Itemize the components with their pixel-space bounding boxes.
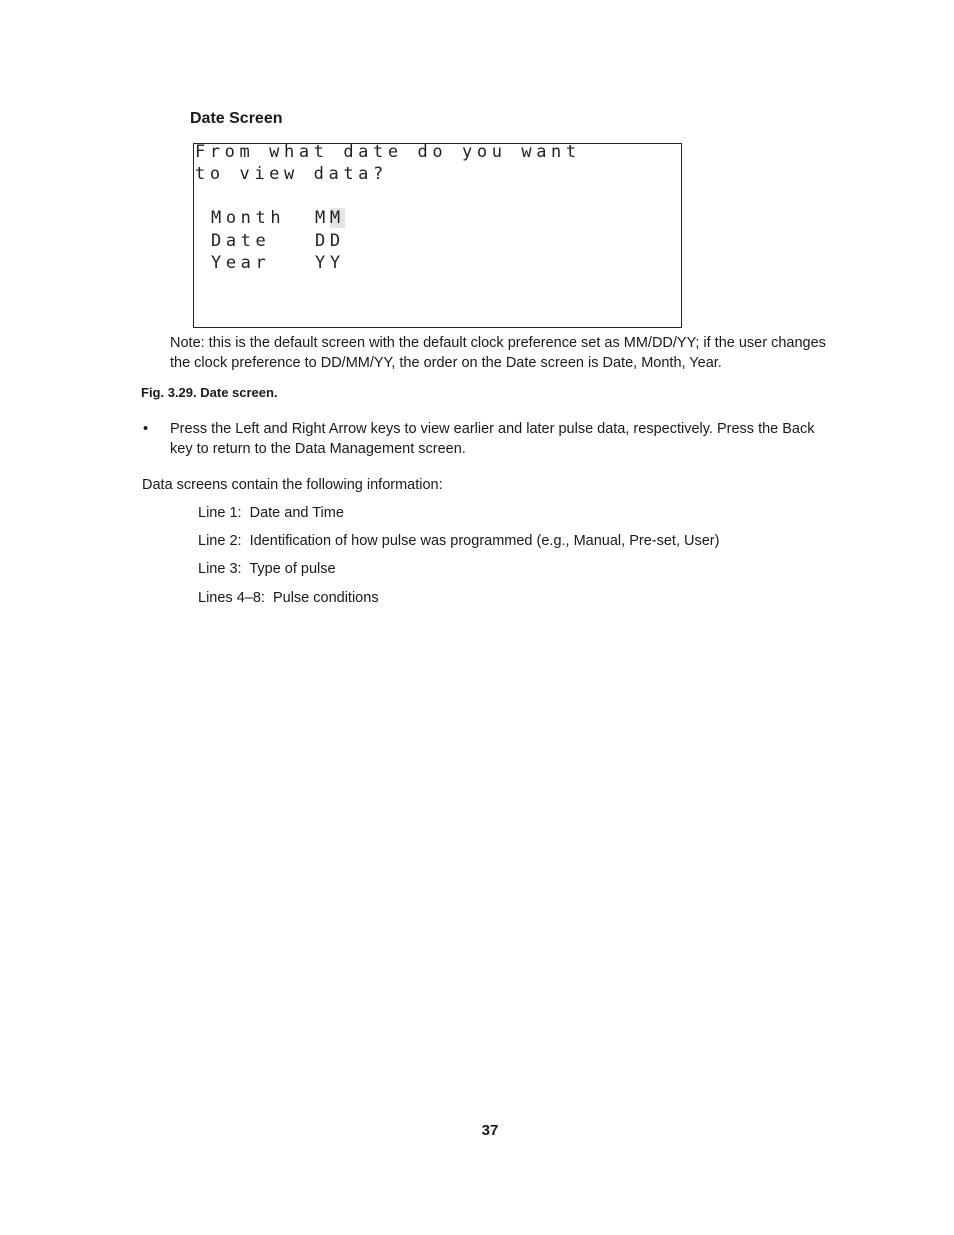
lcd-month-label: Month	[211, 208, 286, 228]
bullet-marker: •	[143, 421, 149, 437]
info-line-3: Line 3: Type of pulse	[198, 561, 336, 577]
data-screens-intro: Data screens contain the following information:	[142, 477, 443, 493]
lcd-date-label: Date	[211, 231, 271, 251]
page-number: 37	[481, 1122, 499, 1139]
lcd-year-value: YY	[315, 253, 345, 273]
section-heading: Date Screen	[190, 110, 283, 127]
bullet-instruction-text: Press the Left and Right Arrow keys to view earlier and later pulse data, respectively. Press the Back key to return to the Data Management screen.	[170, 421, 815, 457]
figure-note: Note: this is the default screen with the default clock preference set as MM/DD/YY; if the user changes the clock preference to DD/MM/YY, the order on the Date screen is Date, Month, Year.	[170, 335, 826, 371]
lcd-month-value-char-1: M	[315, 208, 330, 228]
lcd-prompt-line-2: to view data?	[195, 164, 388, 184]
figure-caption: Fig. 3.29. Date screen.	[141, 385, 278, 400]
lcd-month-value	[315, 208, 345, 228]
lcd-prompt-line-1: From what date do you want	[195, 142, 581, 162]
lcd-date-value: DD	[315, 231, 345, 251]
info-line-2: Line 2: Identification of how pulse was programmed (e.g., Manual, Pre-set, User)	[198, 533, 720, 549]
lcd-cursor: M	[329, 208, 345, 228]
info-line-1: Line 1: Date and Time	[198, 505, 344, 521]
lcd-year-label: Year	[211, 253, 271, 273]
lcd-screen-display	[193, 143, 682, 328]
info-line-4: Lines 4–8: Pulse conditions	[198, 590, 379, 606]
